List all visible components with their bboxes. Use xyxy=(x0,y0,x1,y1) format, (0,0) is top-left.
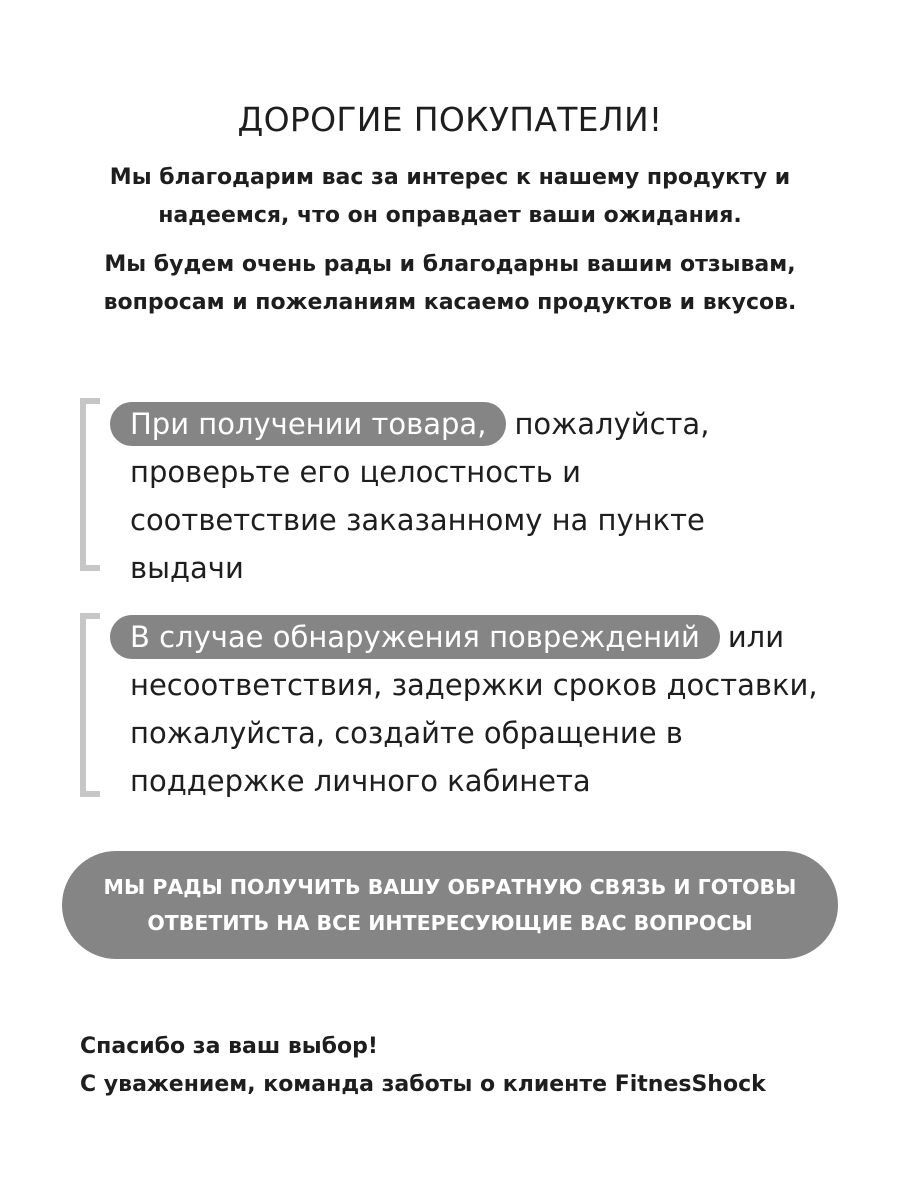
notice-line: проверьте его целостность и xyxy=(130,455,581,489)
notice-first-line xyxy=(110,613,870,661)
intro-line: Мы будем очень рады и благодарны вашим отзывам, xyxy=(104,252,796,277)
intro-line: вопросам и пожеланиям касаемо продуктов и вкусов. xyxy=(103,290,797,315)
intro-paragraph-feedback xyxy=(0,246,900,322)
intro-line: надеемся, что он оправдает ваши ожидания. xyxy=(158,203,742,228)
notice-highlight-pill: При получении товара, xyxy=(110,402,506,446)
footer-signature: С уважением, команда заботы о клиенте FitnesShock xyxy=(80,1072,766,1097)
feedback-banner xyxy=(62,851,838,959)
intro-line: Мы благодарим вас за интерес к нашему продукту и xyxy=(109,165,791,190)
notice-receipt-check xyxy=(110,400,870,592)
notice-tail-text: пожалуйста, xyxy=(514,407,710,441)
notice-line: несоответствия, задержки сроков доставки, xyxy=(130,668,818,702)
feedback-banner-line: ОТВЕТИТЬ НА ВСЕ ИНТЕРЕСУЮЩИЕ ВАС ВОПРОСЫ xyxy=(147,911,753,935)
footer-thanks: Спасибо за ваш выбор! xyxy=(80,1034,378,1059)
notice-line: поддержке личного кабинета xyxy=(130,764,591,798)
notice-first-line xyxy=(110,400,870,448)
notice-bracket xyxy=(80,613,100,797)
notice-highlight-pill: В случае обнаружения повреждений xyxy=(110,615,720,659)
notice-line: соответствие заказанному на пункте xyxy=(130,503,705,537)
notice-line: выдачи xyxy=(130,551,244,585)
page-title: ДОРОГИЕ ПОКУПАТЕЛИ! xyxy=(237,100,663,139)
notice-bracket xyxy=(80,398,100,571)
notice-line: пожалуйста, создайте обращение в xyxy=(130,716,683,750)
feedback-banner-line: МЫ РАДЫ ПОЛУЧИТЬ ВАШУ ОБРАТНУЮ СВЯЗЬ И ГОТОВЫ xyxy=(103,875,797,899)
notice-damage-report xyxy=(110,613,870,805)
notice-tail-text: или xyxy=(727,620,785,654)
intro-paragraph-thanks xyxy=(0,159,900,235)
